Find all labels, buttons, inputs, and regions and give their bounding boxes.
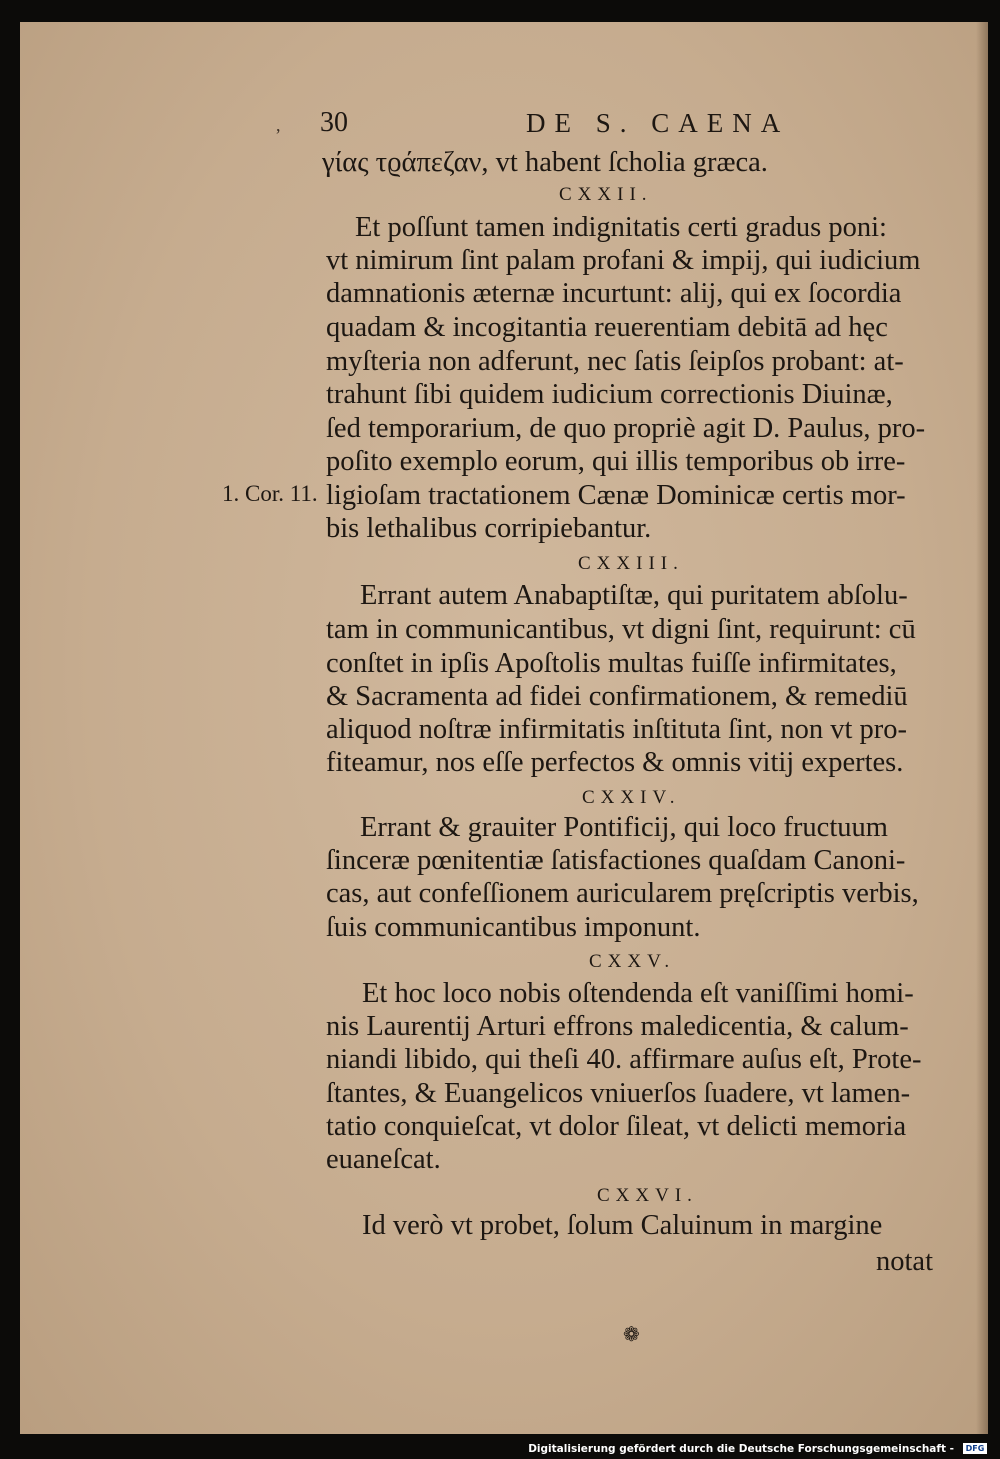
text-line: bis lethalibus corripiebantur. <box>326 513 652 544</box>
dfg-logo-icon: DFG <box>963 1443 987 1454</box>
text-line: Errant & grauiter Pontificij, qui loco fructuum <box>360 812 888 843</box>
catchword: notat <box>876 1246 933 1277</box>
text-line: nis Laurentij Arturi effrons maledicentia, & calum- <box>326 1011 909 1042</box>
page-edge-shadow <box>976 22 988 1434</box>
text-line: niandi libido, qui theſi 40. affirmare auſus eſt, Prote- <box>326 1044 922 1075</box>
text-line: conſtet in ipſis Apoſtolis multas fuiſſe infirmitates, <box>326 648 897 679</box>
text-line: ligioſam tractationem Cænæ Dominicæ certis mor- <box>326 480 906 511</box>
section-number: CXXVI. <box>597 1185 698 1206</box>
section-number: CXXIV. <box>582 787 681 808</box>
text-line: cas, aut confeſſionem auricularem pręſcriptis verbis, <box>326 878 919 909</box>
text-line: Et hoc loco nobis oſtendenda eſt vaniſſimi homi- <box>362 978 914 1009</box>
text-line: Id verò vt probet, ſolum Caluinum in margine <box>362 1210 883 1241</box>
text-line: myſteria non adferunt, nec ſatis ſeipſos probant: at- <box>326 346 904 377</box>
text-line: aliquod noſtræ infirmitatis inſtituta ſint, non vt pro- <box>326 714 908 745</box>
text-line: ſinceræ pœnitentiæ ſatisfactiones quaſdam Canoni- <box>326 845 906 876</box>
text-line: euaneſcat. <box>326 1144 441 1175</box>
text-line: γίας τϱάπεζαν, vt habent ſcholia græca. <box>322 147 768 178</box>
text-line: fiteamur, nos eſſe perfectos & omnis vitij expertes. <box>326 747 904 778</box>
text-line: tatio conquieſcat, vt dolor ſileat, vt delicti memoria <box>326 1111 907 1142</box>
margin-note: 1. Cor. 11. <box>222 481 318 506</box>
digitization-credit: Digitalisierung gefördert durch die Deutsche Forschungsgemeinschaft - <box>528 1443 954 1455</box>
text-line: ſed temporarium, de quo propriè agit D. Paulus, pro- <box>326 413 926 444</box>
text-line: ſtantes, & Euangelicos vniuerſos ſuadere, vt lamen- <box>326 1078 911 1109</box>
section-number: CXXII. <box>559 184 653 205</box>
page-number: 30 <box>320 107 348 138</box>
ornament-icon: ❁ <box>623 1324 640 1346</box>
text-line: & Sacramenta ad fidei confirmationem, & remediū <box>326 681 908 712</box>
margin-mark: , <box>276 115 281 135</box>
text-line: trahunt ſibi quidem iudicium correctionis Diuinæ, <box>326 379 893 410</box>
text-line: tam in communicantibus, vt digni ſint, requirunt: cū <box>326 614 916 645</box>
text-line: poſito exemplo eorum, qui illis temporibus ob irre- <box>326 446 906 477</box>
text-line: quadam & incogitantia reuerentiam debitā ad hęc <box>326 312 888 343</box>
text-line: damnationis æternæ incurtunt: alij, qui ex ſocordia <box>326 278 902 309</box>
text-line: ſuis communicantibus imponunt. <box>326 912 701 943</box>
text-line: Et poſſunt tamen indignitatis certi gradus poni: <box>355 212 887 243</box>
section-number: CXXV. <box>589 951 676 972</box>
section-number: CXXIII. <box>578 553 684 574</box>
text-line: vt nimirum ſint palam profani & impij, qui iudicium <box>326 245 921 276</box>
running-head: DE S. CAENA <box>526 108 790 138</box>
text-line: Errant autem Anabaptiſtæ, qui puritatem abſolu- <box>360 580 908 611</box>
